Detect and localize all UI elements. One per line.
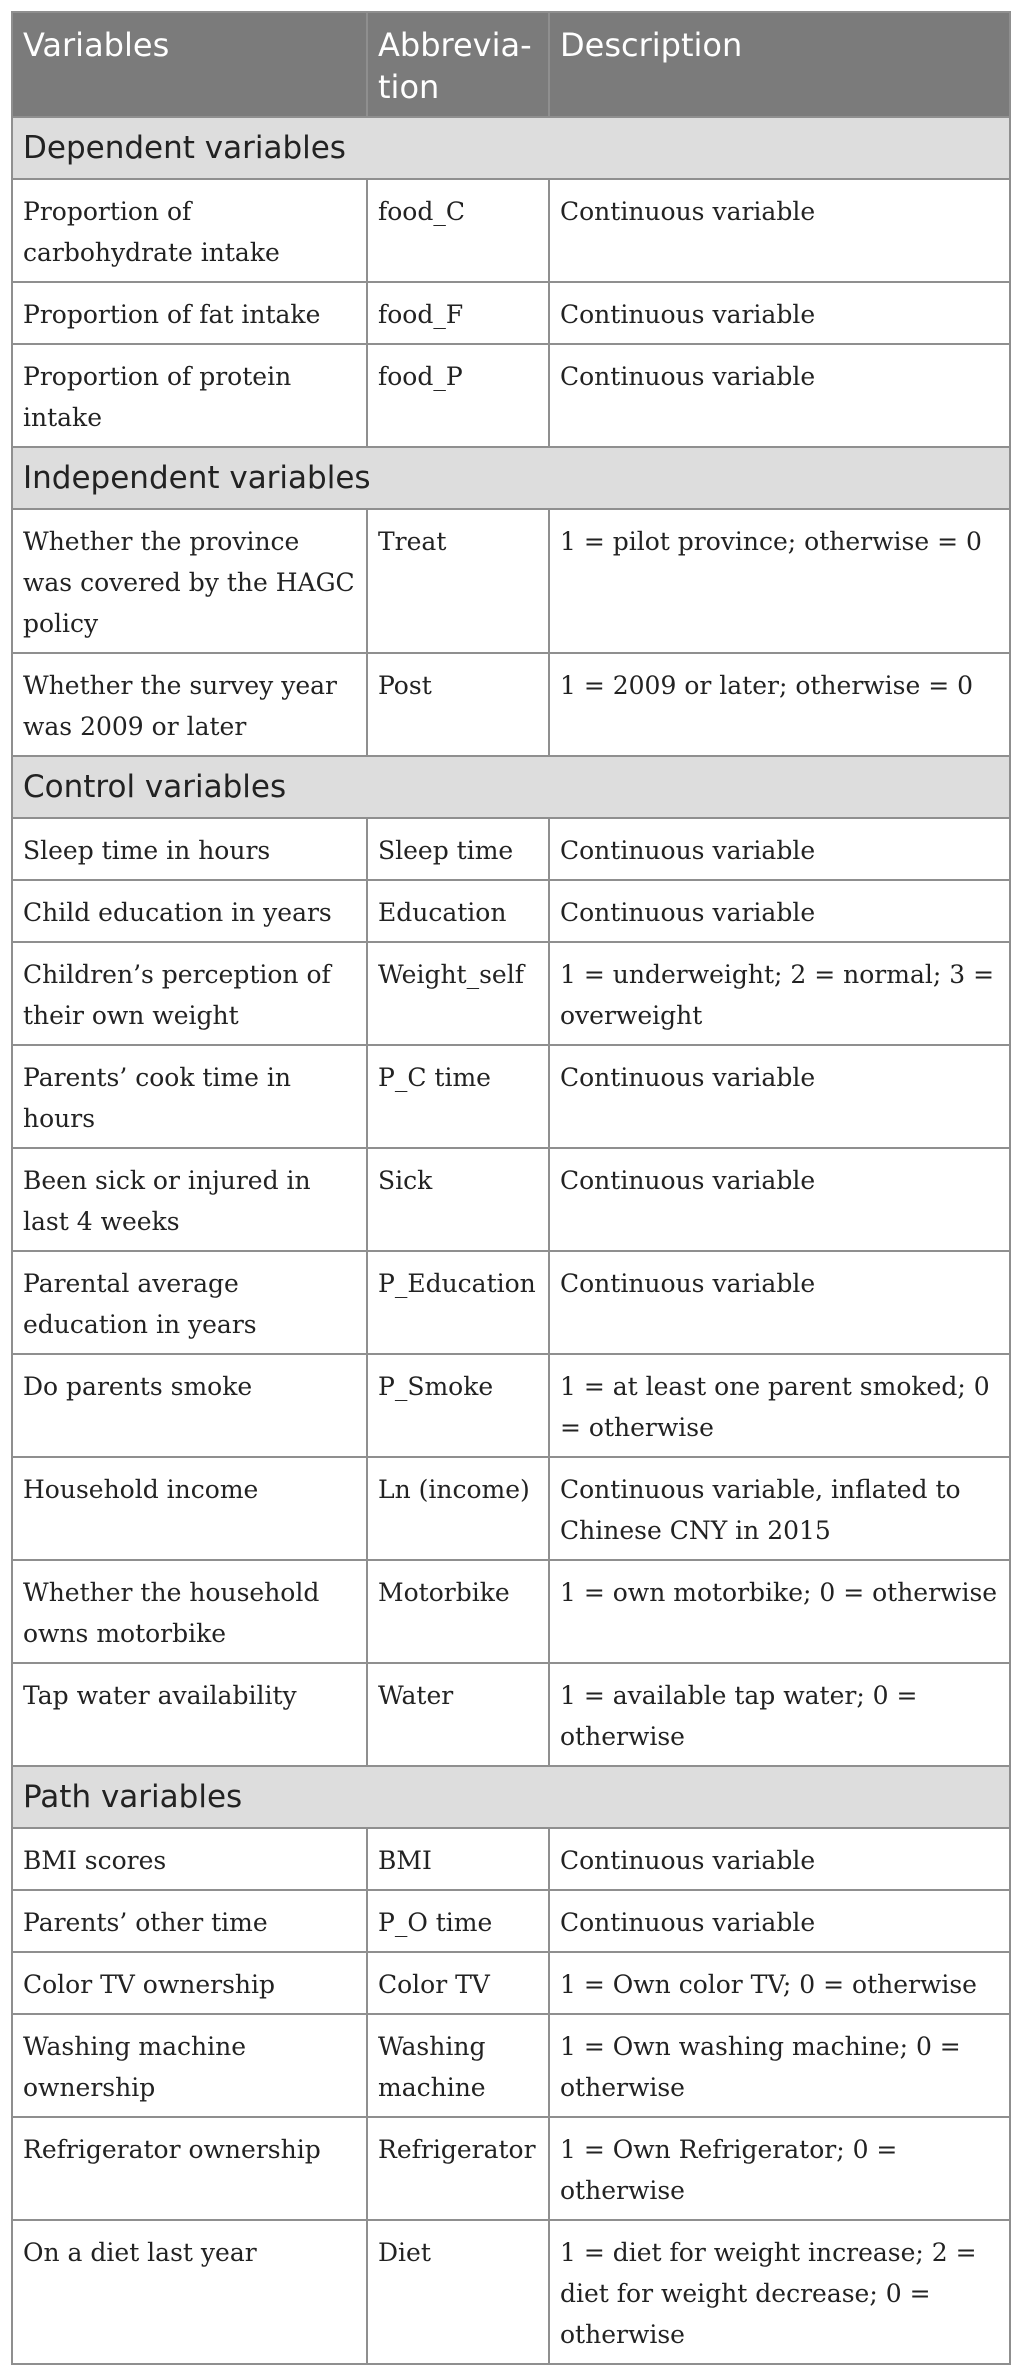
description-cell: Continuous variable (549, 344, 1010, 447)
description-cell: 1 = Own color TV; 0 = otherwise (549, 1952, 1010, 2014)
table-row (12, 1148, 1010, 1251)
header-variables: Variables (12, 12, 367, 117)
description-cell: 1 = own motorbike; 0 = otherwise (549, 1560, 1010, 1663)
variable-cell: Proportion of carbohydrate intake (12, 179, 367, 282)
abbreviation-cell: P_C time (367, 1045, 549, 1148)
variable-cell: On a diet last year (12, 2220, 367, 2364)
table-row (12, 1354, 1010, 1457)
section-row (12, 756, 1010, 818)
variable-cell: Whether the province was covered by the HAGC policy (12, 509, 367, 653)
table-row (12, 1663, 1010, 1766)
abbreviation-cell: Ln (income) (367, 1457, 549, 1560)
table-row (12, 2117, 1010, 2220)
description-cell: Continuous variable (549, 1148, 1010, 1251)
section-title: Dependent variables (12, 117, 1010, 179)
description-cell: Continuous variable (549, 818, 1010, 880)
variable-cell: Whether the household owns motorbike (12, 1560, 367, 1663)
abbreviation-cell: Color TV (367, 1952, 549, 2014)
header-abbreviation (367, 12, 549, 117)
description-cell: Continuous variable, inflated to Chinese CNY in 2015 (549, 1457, 1010, 1560)
table-row (12, 1890, 1010, 1952)
table-row (12, 1952, 1010, 2014)
variables-table (11, 11, 1011, 2365)
abbreviation-cell: Diet (367, 2220, 549, 2364)
variable-cell: BMI scores (12, 1828, 367, 1890)
table-row (12, 653, 1010, 756)
section-row (12, 447, 1010, 509)
variable-cell: Proportion of protein intake (12, 344, 367, 447)
abbreviation-cell: Post (367, 653, 549, 756)
table-row (12, 942, 1010, 1045)
table-row (12, 1045, 1010, 1148)
abbreviation-cell: Water (367, 1663, 549, 1766)
table-body (12, 117, 1010, 2364)
header-row (12, 12, 1010, 117)
description-cell: Continuous variable (549, 282, 1010, 344)
section-title: Independent variables (12, 447, 1010, 509)
variable-cell: Parents’ cook time in hours (12, 1045, 367, 1148)
table-row (12, 1251, 1010, 1354)
description-cell: 1 = pilot province; otherwise = 0 (549, 509, 1010, 653)
abbreviation-cell: Sleep time (367, 818, 549, 880)
abbreviation-cell: Treat (367, 509, 549, 653)
abbreviation-cell: food_P (367, 344, 549, 447)
table-row (12, 2014, 1010, 2117)
abbreviation-cell: BMI (367, 1828, 549, 1890)
variable-cell: Whether the survey year was 2009 or later (12, 653, 367, 756)
abbreviation-cell: P_Education (367, 1251, 549, 1354)
abbreviation-cell: Sick (367, 1148, 549, 1251)
description-cell: 1 = 2009 or later; otherwise = 0 (549, 653, 1010, 756)
table-row (12, 1828, 1010, 1890)
description-cell: 1 = available tap water; 0 = otherwise (549, 1663, 1010, 1766)
table-row (12, 1560, 1010, 1663)
description-cell: Continuous variable (549, 179, 1010, 282)
description-cell: Continuous variable (549, 1045, 1010, 1148)
description-cell: Continuous variable (549, 880, 1010, 942)
header-description: Description (549, 12, 1010, 117)
description-cell: Continuous variable (549, 1828, 1010, 1890)
variable-cell: Parental average education in years (12, 1251, 367, 1354)
table-row (12, 282, 1010, 344)
abbreviation-cell: Washing machine (367, 2014, 549, 2117)
table-row (12, 344, 1010, 447)
variable-cell: Washing machine ownership (12, 2014, 367, 2117)
variable-cell: Sleep time in hours (12, 818, 367, 880)
abbreviation-cell: food_F (367, 282, 549, 344)
variable-cell: Proportion of fat intake (12, 282, 367, 344)
description-cell: 1 = Own washing machine; 0 = otherwise (549, 2014, 1010, 2117)
table-row (12, 179, 1010, 282)
variable-cell: Tap water availability (12, 1663, 367, 1766)
description-cell: 1 = at least one parent smoked; 0 = otherwise (549, 1354, 1010, 1457)
section-title: Control variables (12, 756, 1010, 818)
abbreviation-cell: P_Smoke (367, 1354, 549, 1457)
abbreviation-cell: food_C (367, 179, 549, 282)
description-cell: Continuous variable (549, 1890, 1010, 1952)
header-abbreviation-line2: tion (378, 68, 440, 106)
abbreviation-cell: Weight_self (367, 942, 549, 1045)
variable-cell: Refrigerator ownership (12, 2117, 367, 2220)
abbreviation-cell: Refrigerator (367, 2117, 549, 2220)
variable-cell: Child education in years (12, 880, 367, 942)
section-row (12, 1766, 1010, 1828)
section-title: Path variables (12, 1766, 1010, 1828)
abbreviation-cell: P_O time (367, 1890, 549, 1952)
description-cell: 1 = diet for weight increase; 2 = diet for weight decrease; 0 = otherwise (549, 2220, 1010, 2364)
variable-cell: Parents’ other time (12, 1890, 367, 1952)
variable-cell: Household income (12, 1457, 367, 1560)
section-row (12, 117, 1010, 179)
table-header (12, 12, 1010, 117)
abbreviation-cell: Motorbike (367, 1560, 549, 1663)
abbreviation-cell: Education (367, 880, 549, 942)
description-cell: 1 = Own Refrigerator; 0 = otherwise (549, 2117, 1010, 2220)
variable-cell: Color TV ownership (12, 1952, 367, 2014)
variable-cell: Been sick or injured in last 4 weeks (12, 1148, 367, 1251)
header-abbreviation-line1: Abbrevia- (378, 26, 532, 64)
table-row (12, 880, 1010, 942)
table-row (12, 1457, 1010, 1560)
variable-cell: Do parents smoke (12, 1354, 367, 1457)
table-row (12, 2220, 1010, 2364)
table-row (12, 818, 1010, 880)
variable-cell: Children’s perception of their own weight (12, 942, 367, 1045)
description-cell: 1 = underweight; 2 = normal; 3 = overweight (549, 942, 1010, 1045)
description-cell: Continuous variable (549, 1251, 1010, 1354)
table-row (12, 509, 1010, 653)
